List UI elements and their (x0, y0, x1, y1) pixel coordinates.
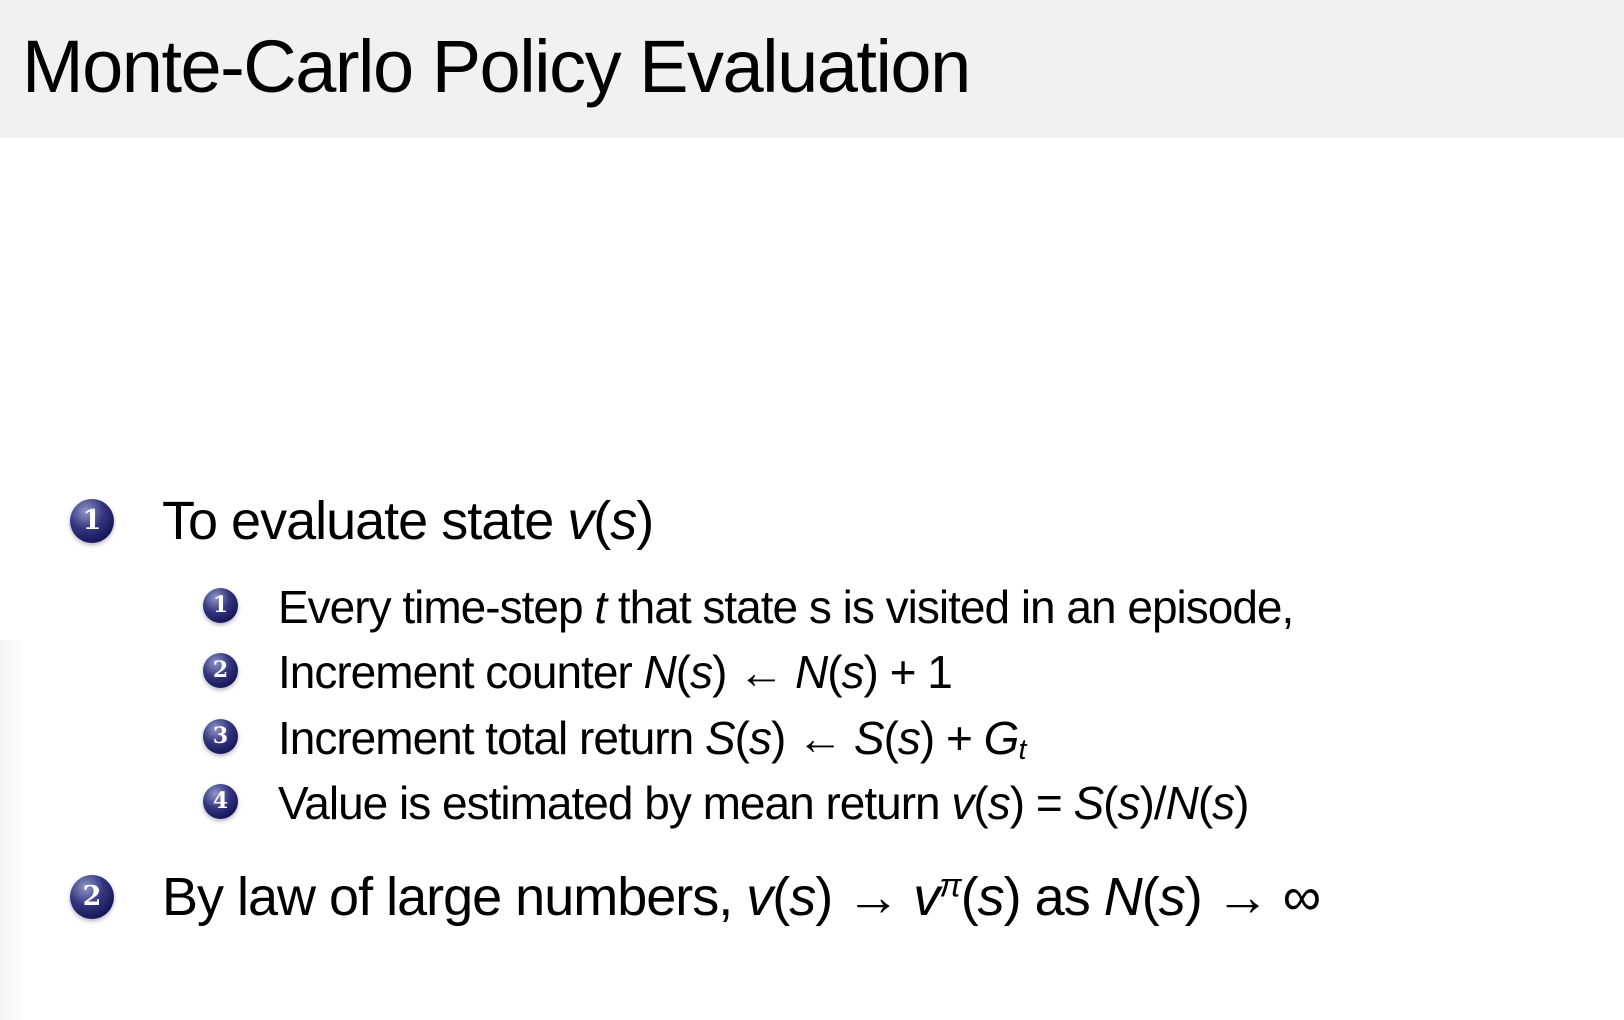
item-text: Increment counter N(s) ← N(s) + 1 (278, 646, 952, 698)
number-badge: 2 (203, 653, 238, 688)
item-text: Value is estimated by mean return v(s) = S(s)/N(s) (278, 777, 1249, 829)
list-item (0, 777, 1624, 830)
number-badge: 1 (203, 588, 238, 623)
item-text: To evaluate state v(s) (162, 491, 654, 551)
number-badge: 2 (70, 875, 114, 919)
number-badge: 3 (203, 719, 238, 754)
item-text: By law of large numbers, $v(s) \to v^\pi(s)$ as N(s) → ∞ (162, 867, 1321, 927)
slide-title: Monte-Carlo Policy Evaluation (22, 25, 970, 108)
list-item (0, 490, 1624, 552)
item-text: Increment total return S(s) ← S(s) + Gt (278, 712, 1026, 767)
number-badge: 4 (203, 784, 238, 819)
item-text: Every time-step t that state s is visited in an episode, (278, 581, 1294, 633)
list-item (0, 712, 1624, 767)
number-badge: 1 (70, 499, 114, 543)
list-item (0, 581, 1624, 634)
list-item (0, 646, 1624, 699)
list-item (0, 866, 1624, 928)
